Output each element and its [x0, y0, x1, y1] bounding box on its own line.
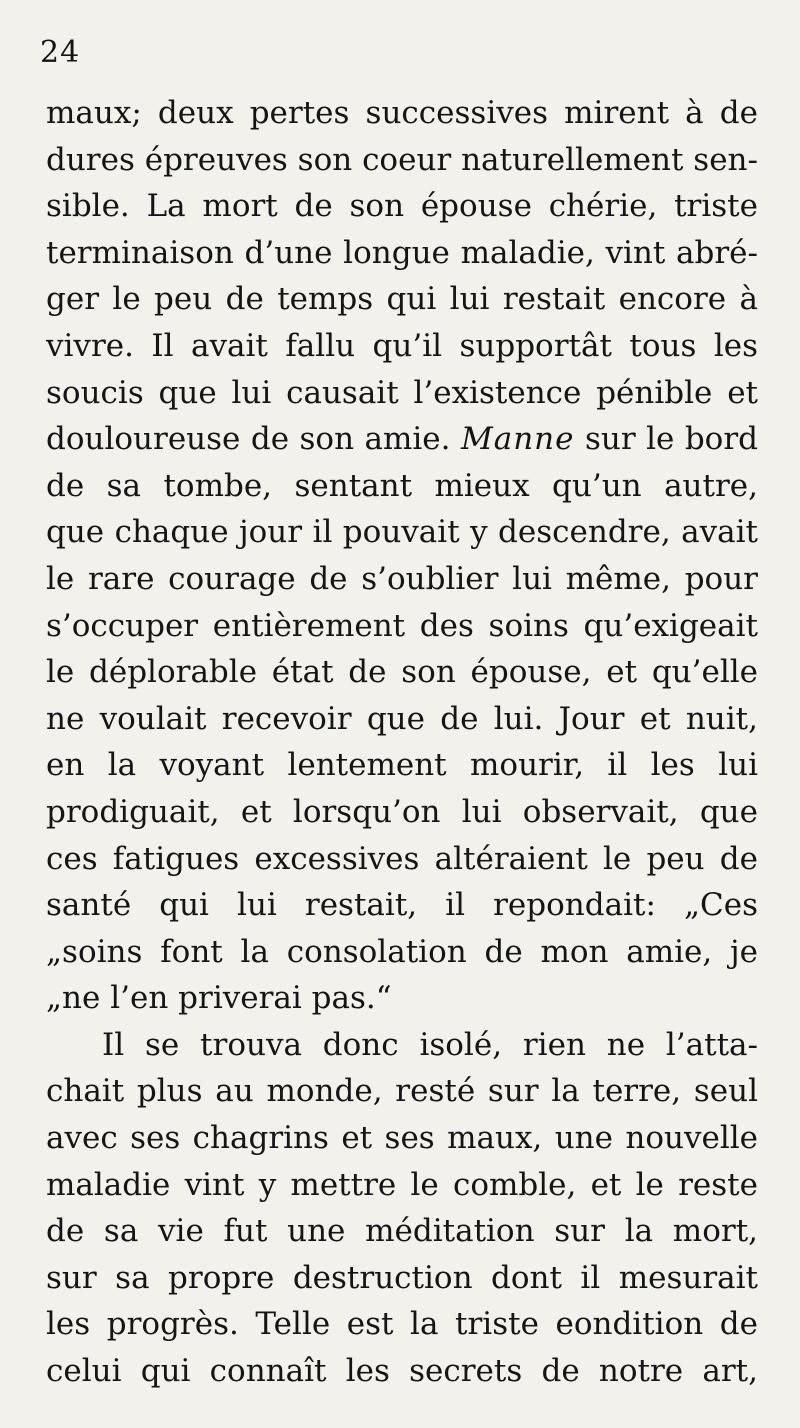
text-line: le rare courage de s’oublier lui même, pour	[46, 560, 758, 597]
text-line: „soins font la consolation de mon amie, je	[46, 933, 758, 970]
text-segment: sur le bord	[574, 421, 758, 458]
text-line: terminaison d’une longue maladie, vint abré-	[46, 234, 758, 271]
text-line: les progrès. Telle est la triste eondition de	[46, 1306, 758, 1343]
text-line: soucis que lui causait l’existence pénible et	[46, 374, 758, 411]
text-segment: douloureuse de son amie.	[46, 421, 461, 458]
text-line: Il se trouva donc isolé, rien ne l’atta-	[102, 1026, 758, 1063]
body-text	[46, 90, 758, 1395]
text-line: en la voyant lentement mourir, il les lui	[46, 747, 758, 784]
text-line: vivre. Il avait fallu qu’il supportât tous les	[46, 327, 758, 364]
text-line: ger le peu de temps qui lui restait encore à	[46, 281, 758, 318]
page-number: 24	[40, 35, 81, 70]
text-line: sible. La mort de son épouse chérie, triste	[46, 188, 758, 225]
text-line: „ne l’en priverai pas.“	[46, 980, 392, 1017]
text-line: dures épreuves son coeur naturellement sen-	[46, 141, 758, 178]
text-line: chait plus au monde, resté sur la terre, seul	[46, 1073, 758, 1110]
text-line: que chaque jour il pouvait y descendre, avait	[46, 514, 758, 551]
text-line: maladie vint y mettre le comble, et le reste	[46, 1166, 758, 1203]
text-line: de sa tombe, sentant mieux qu’un autre,	[46, 467, 758, 504]
text-line: prodiguait, et lorsqu’on lui observait, que	[46, 793, 758, 830]
italic-name: Manne	[460, 421, 575, 458]
text-line: celui qui connaît les secrets de notre art,	[46, 1353, 758, 1390]
text-line: santé qui lui restait, il repondait: „Ces	[46, 887, 758, 924]
text-line: sur sa propre destruction dont il mesurait	[46, 1259, 758, 1296]
text-line	[46, 416, 758, 463]
text-line: maux; deux pertes successives mirent à de	[46, 95, 758, 131]
text-line: ne voulait recevoir que de lui. Jour et nuit,	[46, 700, 758, 737]
text-line: s’occuper entièrement des soins qu’exigeait	[46, 607, 758, 644]
text-line: avec ses chagrins et ses maux, une nouvelle	[46, 1120, 758, 1157]
text-line: le déplorable état de son épouse, et qu’elle	[46, 654, 758, 691]
text-line: ces fatigues excessives altéraient le peu de	[46, 840, 758, 877]
text-line: de sa vie fut une méditation sur la mort,	[46, 1213, 758, 1250]
